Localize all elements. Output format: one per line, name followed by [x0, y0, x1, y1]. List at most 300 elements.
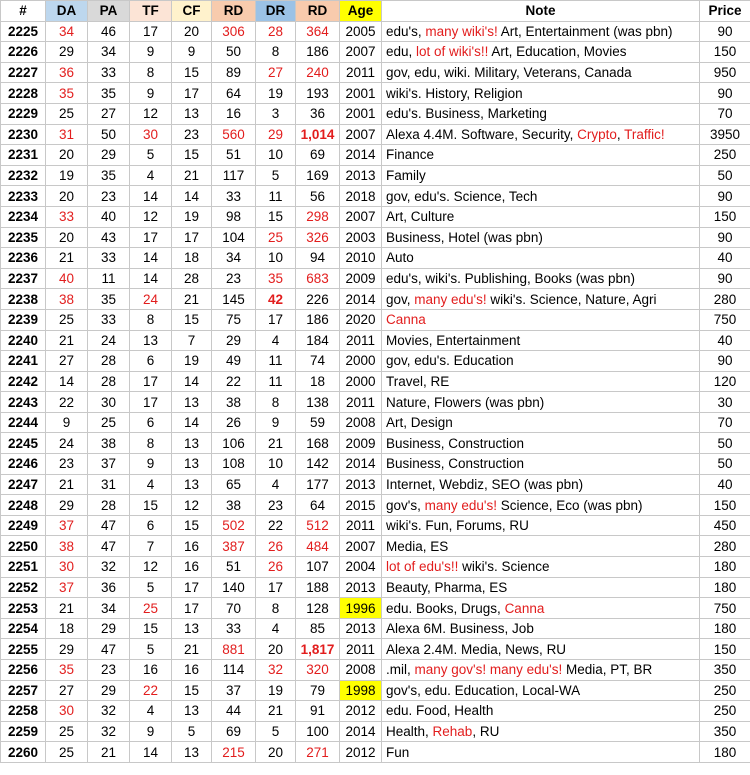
price-cell: 90 — [700, 351, 750, 372]
id-cell: 2235 — [1, 227, 46, 248]
note-segment: Media, ES — [386, 538, 449, 554]
da-cell: 27 — [46, 351, 88, 372]
age-cell: 2011 — [340, 330, 382, 351]
table-row — [1, 186, 750, 207]
pa-cell: 33 — [88, 62, 130, 83]
rd1-cell: 98 — [212, 206, 256, 227]
dr-cell: 26 — [256, 536, 296, 557]
dr-cell: 22 — [256, 515, 296, 536]
rd2-cell: 177 — [296, 474, 340, 495]
tf-cell: 9 — [130, 83, 172, 104]
dr-cell: 25 — [256, 227, 296, 248]
age-cell: 2012 — [340, 742, 382, 763]
note-segment: Health, — [386, 724, 433, 740]
dr-cell: 5 — [256, 721, 296, 742]
age-cell: 2004 — [340, 557, 382, 578]
dr-cell: 29 — [256, 124, 296, 145]
rd1-cell: 69 — [212, 721, 256, 742]
note-cell — [382, 165, 700, 186]
rd2-cell: 188 — [296, 577, 340, 598]
rd2-cell: 240 — [296, 62, 340, 83]
price-cell: 70 — [700, 103, 750, 124]
table-row — [1, 248, 750, 269]
rd2-cell: 64 — [296, 495, 340, 516]
da-cell: 30 — [46, 557, 88, 578]
age-cell: 2018 — [340, 186, 382, 207]
note-cell — [382, 680, 700, 701]
price-cell: 750 — [700, 598, 750, 619]
da-cell: 40 — [46, 268, 88, 289]
da-cell: 29 — [46, 495, 88, 516]
table-row — [1, 618, 750, 639]
cf-cell: 17 — [172, 598, 212, 619]
note-segment: wiki's. Science, Nature, Agri — [486, 291, 657, 307]
age-cell: 2007 — [340, 206, 382, 227]
age-cell: 2001 — [340, 83, 382, 104]
rd1-cell: 26 — [212, 412, 256, 433]
tf-cell: 6 — [130, 412, 172, 433]
pa-cell: 43 — [88, 227, 130, 248]
rd1-cell: 34 — [212, 248, 256, 269]
dr-cell: 15 — [256, 206, 296, 227]
header-pa: PA — [88, 1, 130, 22]
da-cell: 25 — [46, 742, 88, 763]
rd1-cell: 114 — [212, 660, 256, 681]
price-cell: 40 — [700, 330, 750, 351]
da-cell: 9 — [46, 412, 88, 433]
note-cell — [382, 474, 700, 495]
rd2-cell: 79 — [296, 680, 340, 701]
cf-cell: 13 — [172, 618, 212, 639]
tf-cell: 9 — [130, 42, 172, 63]
table-row — [1, 598, 750, 619]
table-row — [1, 495, 750, 516]
id-cell: 2254 — [1, 618, 46, 639]
pa-cell: 33 — [88, 309, 130, 330]
age-cell: 2013 — [340, 165, 382, 186]
rd1-cell: 502 — [212, 515, 256, 536]
table-row — [1, 536, 750, 557]
cf-cell: 15 — [172, 680, 212, 701]
rd2-cell: 169 — [296, 165, 340, 186]
tf-cell: 16 — [130, 660, 172, 681]
rd1-cell: 215 — [212, 742, 256, 763]
note-cell — [382, 454, 700, 475]
table-row — [1, 309, 750, 330]
note-segment: Art, Design — [386, 415, 453, 431]
table-row — [1, 124, 750, 145]
age-cell: 2003 — [340, 227, 382, 248]
age-cell: 2007 — [340, 42, 382, 63]
pa-cell: 35 — [88, 289, 130, 310]
note-segment: Alexa 6M. Business, Job — [386, 621, 534, 637]
dr-cell: 8 — [256, 598, 296, 619]
note-segment: wiki's. Science — [458, 559, 550, 575]
rd1-cell: 881 — [212, 639, 256, 660]
age-cell: 2011 — [340, 639, 382, 660]
note-segment: Internet, Webdiz, SEO (was pbn) — [386, 476, 584, 492]
pa-cell: 47 — [88, 515, 130, 536]
header-da: DA — [46, 1, 88, 22]
dr-cell: 35 — [256, 268, 296, 289]
pa-cell: 47 — [88, 639, 130, 660]
tf-cell: 4 — [130, 474, 172, 495]
price-cell: 250 — [700, 701, 750, 722]
note-segment: Art, Entertainment (was pbn) — [497, 23, 673, 39]
table-row — [1, 701, 750, 722]
note-cell — [382, 371, 700, 392]
rd2-cell: 56 — [296, 186, 340, 207]
rd2-cell: 142 — [296, 454, 340, 475]
price-cell: 120 — [700, 371, 750, 392]
id-cell: 2248 — [1, 495, 46, 516]
pa-cell: 27 — [88, 103, 130, 124]
table-row — [1, 412, 750, 433]
price-cell: 70 — [700, 412, 750, 433]
da-cell: 20 — [46, 227, 88, 248]
dr-cell: 3 — [256, 103, 296, 124]
table-row — [1, 392, 750, 413]
age-cell: 2001 — [340, 103, 382, 124]
age-cell: 2011 — [340, 62, 382, 83]
tf-cell: 6 — [130, 351, 172, 372]
cf-cell: 12 — [172, 495, 212, 516]
price-cell: 50 — [700, 454, 750, 475]
dr-cell: 4 — [256, 474, 296, 495]
cf-cell: 14 — [172, 371, 212, 392]
header-row — [1, 1, 750, 22]
cf-cell: 15 — [172, 62, 212, 83]
age-cell: 2012 — [340, 701, 382, 722]
note-segment: Media, PT, BR — [562, 662, 653, 678]
da-cell: 21 — [46, 330, 88, 351]
cf-cell: 17 — [172, 227, 212, 248]
price-cell: 90 — [700, 21, 750, 42]
dr-cell: 9 — [256, 412, 296, 433]
table-row — [1, 62, 750, 83]
tf-cell: 15 — [130, 618, 172, 639]
id-cell: 2237 — [1, 268, 46, 289]
rd2-cell: 683 — [296, 268, 340, 289]
tf-cell: 7 — [130, 536, 172, 557]
cf-cell: 13 — [172, 103, 212, 124]
header-note: Note — [382, 1, 700, 22]
price-cell: 150 — [700, 42, 750, 63]
da-cell: 33 — [46, 206, 88, 227]
rd2-cell: 36 — [296, 103, 340, 124]
note-segment: Canna — [504, 600, 545, 616]
price-cell: 950 — [700, 62, 750, 83]
id-cell: 2258 — [1, 701, 46, 722]
table-row — [1, 577, 750, 598]
rd2-cell: 168 — [296, 433, 340, 454]
dr-cell: 4 — [256, 618, 296, 639]
note-cell — [382, 268, 700, 289]
tf-cell: 14 — [130, 186, 172, 207]
price-cell: 150 — [700, 495, 750, 516]
pa-cell: 11 — [88, 268, 130, 289]
note-cell — [382, 103, 700, 124]
rd1-cell: 33 — [212, 186, 256, 207]
id-cell: 2245 — [1, 433, 46, 454]
dr-cell: 19 — [256, 680, 296, 701]
dr-cell: 10 — [256, 454, 296, 475]
note-cell — [382, 660, 700, 681]
note-segment: many gov's! many edu's! — [414, 662, 563, 678]
rd1-cell: 106 — [212, 433, 256, 454]
note-segment: Traffic! — [624, 126, 665, 142]
note-segment: lot of edu's!! — [386, 559, 459, 575]
table-row — [1, 206, 750, 227]
dr-cell: 26 — [256, 557, 296, 578]
cf-cell: 18 — [172, 248, 212, 269]
tf-cell: 8 — [130, 309, 172, 330]
rd1-cell: 560 — [212, 124, 256, 145]
cf-cell: 19 — [172, 351, 212, 372]
id-cell: 2234 — [1, 206, 46, 227]
tf-cell: 4 — [130, 701, 172, 722]
tf-cell: 12 — [130, 557, 172, 578]
id-cell: 2255 — [1, 639, 46, 660]
header-rd-total: RD — [296, 1, 340, 22]
note-segment: Canna — [386, 312, 426, 328]
age-cell: 2014 — [340, 454, 382, 475]
price-cell: 180 — [700, 742, 750, 763]
id-cell: 2228 — [1, 83, 46, 104]
tf-cell: 30 — [130, 124, 172, 145]
note-segment: Crypto — [577, 126, 617, 142]
age-cell: 2011 — [340, 392, 382, 413]
tf-cell: 12 — [130, 103, 172, 124]
table-row — [1, 721, 750, 742]
rd1-cell: 50 — [212, 42, 256, 63]
dr-cell: 19 — [256, 83, 296, 104]
cf-cell: 13 — [172, 433, 212, 454]
rd2-cell: 320 — [296, 660, 340, 681]
rd1-cell: 38 — [212, 495, 256, 516]
age-cell: 1996 — [340, 598, 382, 619]
rd1-cell: 65 — [212, 474, 256, 495]
note-segment: Auto — [386, 250, 414, 266]
rd1-cell: 306 — [212, 21, 256, 42]
dr-cell: 4 — [256, 330, 296, 351]
cf-cell: 13 — [172, 701, 212, 722]
pa-cell: 33 — [88, 248, 130, 269]
id-cell: 2247 — [1, 474, 46, 495]
table-row — [1, 433, 750, 454]
note-cell — [382, 495, 700, 516]
note-cell — [382, 124, 700, 145]
rd1-cell: 89 — [212, 62, 256, 83]
rd1-cell: 23 — [212, 268, 256, 289]
rd2-cell: 271 — [296, 742, 340, 763]
dr-cell: 42 — [256, 289, 296, 310]
rd1-cell: 38 — [212, 392, 256, 413]
note-segment: Rehab — [432, 724, 473, 740]
note-cell — [382, 248, 700, 269]
pa-cell: 32 — [88, 721, 130, 742]
pa-cell: 25 — [88, 412, 130, 433]
tf-cell: 8 — [130, 433, 172, 454]
cf-cell: 5 — [172, 721, 212, 742]
note-segment: many wiki's! — [425, 23, 498, 39]
cf-cell: 16 — [172, 557, 212, 578]
note-segment: Art, Culture — [386, 209, 455, 225]
tf-cell: 15 — [130, 495, 172, 516]
note-segment: Alexa 2.4M. Media, News, RU — [386, 641, 567, 657]
table-row — [1, 330, 750, 351]
age-cell: 2015 — [340, 495, 382, 516]
age-cell: 2007 — [340, 536, 382, 557]
da-cell: 21 — [46, 598, 88, 619]
pa-cell: 28 — [88, 371, 130, 392]
age-cell: 2013 — [340, 474, 382, 495]
rd1-cell: 16 — [212, 103, 256, 124]
note-segment: edu. Books, Drugs, — [386, 600, 505, 616]
tf-cell: 25 — [130, 598, 172, 619]
price-cell: 150 — [700, 206, 750, 227]
rd1-cell: 140 — [212, 577, 256, 598]
price-cell: 450 — [700, 515, 750, 536]
da-cell: 38 — [46, 536, 88, 557]
note-segment: gov's, — [386, 497, 425, 513]
cf-cell: 19 — [172, 206, 212, 227]
pa-cell: 40 — [88, 206, 130, 227]
tf-cell: 24 — [130, 289, 172, 310]
price-cell: 30 — [700, 392, 750, 413]
table-row — [1, 103, 750, 124]
pa-cell: 47 — [88, 536, 130, 557]
da-cell: 25 — [46, 309, 88, 330]
tf-cell: 12 — [130, 206, 172, 227]
id-cell: 2232 — [1, 165, 46, 186]
cf-cell: 20 — [172, 21, 212, 42]
age-cell: 2013 — [340, 618, 382, 639]
note-cell — [382, 289, 700, 310]
cf-cell: 16 — [172, 536, 212, 557]
note-cell — [382, 21, 700, 42]
da-cell: 18 — [46, 618, 88, 639]
rd2-cell: 138 — [296, 392, 340, 413]
dr-cell: 11 — [256, 351, 296, 372]
price-cell: 280 — [700, 536, 750, 557]
rd2-cell: 18 — [296, 371, 340, 392]
id-cell: 2249 — [1, 515, 46, 536]
pa-cell: 34 — [88, 598, 130, 619]
pa-cell: 32 — [88, 701, 130, 722]
table-row — [1, 454, 750, 475]
dr-cell: 21 — [256, 701, 296, 722]
dr-cell: 10 — [256, 248, 296, 269]
rd2-cell: 69 — [296, 145, 340, 166]
note-segment: Art, Education, Movies — [488, 44, 627, 60]
tf-cell: 17 — [130, 227, 172, 248]
pa-cell: 29 — [88, 145, 130, 166]
note-cell — [382, 392, 700, 413]
pa-cell: 21 — [88, 742, 130, 763]
rd2-cell: 298 — [296, 206, 340, 227]
cf-cell: 21 — [172, 165, 212, 186]
header-id: # — [1, 1, 46, 22]
note-cell — [382, 351, 700, 372]
note-segment: gov, — [386, 291, 415, 307]
header-dr: DR — [256, 1, 296, 22]
tf-cell: 9 — [130, 454, 172, 475]
cf-cell: 13 — [172, 454, 212, 475]
note-segment: Business, Construction — [386, 456, 525, 472]
id-cell: 2260 — [1, 742, 46, 763]
note-cell — [382, 598, 700, 619]
cf-cell: 13 — [172, 474, 212, 495]
table-row — [1, 660, 750, 681]
note-cell — [382, 412, 700, 433]
age-cell: 2011 — [340, 515, 382, 536]
note-segment: lot of wiki's!! — [416, 44, 489, 60]
dr-cell: 5 — [256, 165, 296, 186]
note-cell — [382, 515, 700, 536]
da-cell: 20 — [46, 145, 88, 166]
da-cell: 37 — [46, 515, 88, 536]
age-cell: 2008 — [340, 660, 382, 681]
cf-cell: 23 — [172, 124, 212, 145]
table-row — [1, 351, 750, 372]
id-cell: 2231 — [1, 145, 46, 166]
note-segment: gov, edu's. Education — [386, 353, 514, 369]
note-cell — [382, 145, 700, 166]
dr-cell: 32 — [256, 660, 296, 681]
tf-cell: 8 — [130, 62, 172, 83]
note-segment: Alexa 4.4M. Software, Security, — [386, 126, 578, 142]
table-row — [1, 680, 750, 701]
note-cell — [382, 618, 700, 639]
tf-cell: 13 — [130, 330, 172, 351]
table-row — [1, 145, 750, 166]
note-segment: Beauty, Pharma, ES — [386, 579, 508, 595]
age-cell: 2010 — [340, 248, 382, 269]
pa-cell: 46 — [88, 21, 130, 42]
note-segment: Business, Construction — [386, 435, 525, 451]
note-cell — [382, 742, 700, 763]
rd1-cell: 22 — [212, 371, 256, 392]
da-cell: 35 — [46, 83, 88, 104]
da-cell: 21 — [46, 474, 88, 495]
pa-cell: 32 — [88, 557, 130, 578]
note-segment: Nature, Flowers (was pbn) — [386, 394, 545, 410]
age-cell: 2014 — [340, 721, 382, 742]
pa-cell: 34 — [88, 42, 130, 63]
header-tf: TF — [130, 1, 172, 22]
table-row — [1, 227, 750, 248]
dr-cell: 23 — [256, 495, 296, 516]
id-cell: 2259 — [1, 721, 46, 742]
id-cell: 2236 — [1, 248, 46, 269]
da-cell: 31 — [46, 124, 88, 145]
age-cell: 2020 — [340, 309, 382, 330]
table-row — [1, 742, 750, 763]
price-cell: 50 — [700, 433, 750, 454]
rd2-cell: 193 — [296, 83, 340, 104]
id-cell: 2240 — [1, 330, 46, 351]
da-cell: 36 — [46, 62, 88, 83]
pa-cell: 35 — [88, 83, 130, 104]
price-cell: 350 — [700, 721, 750, 742]
cf-cell: 15 — [172, 145, 212, 166]
note-segment: Fun — [386, 744, 410, 760]
age-cell: 2014 — [340, 289, 382, 310]
price-cell: 250 — [700, 680, 750, 701]
da-cell: 35 — [46, 660, 88, 681]
dr-cell: 28 — [256, 21, 296, 42]
